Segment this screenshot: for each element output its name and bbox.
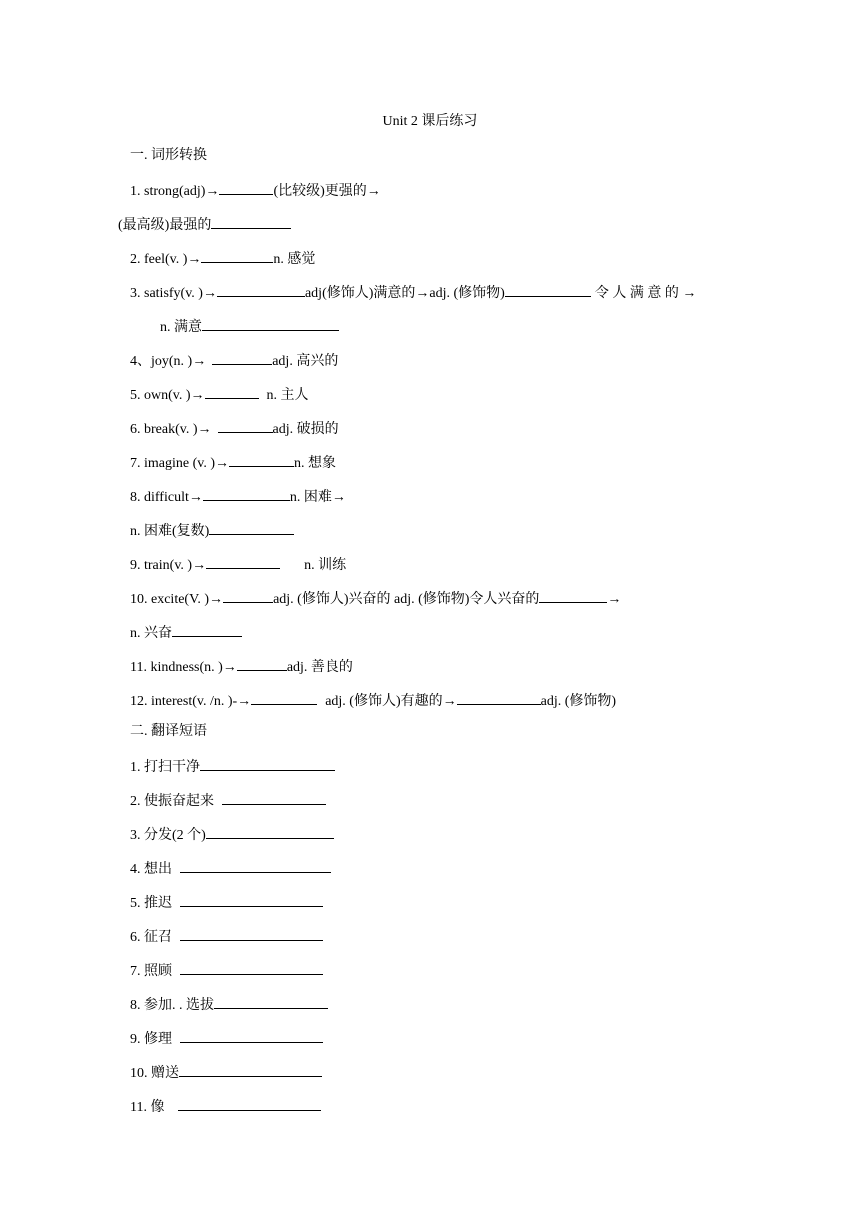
exercise-text: n. 满意 — [160, 320, 202, 335]
answer-blank[interactable] — [237, 656, 287, 671]
exercise-line — [130, 452, 336, 474]
exercise-text: n. 困难(复数) — [130, 524, 210, 539]
section-heading-translate: 二. 翻译短语 — [130, 724, 207, 739]
exercise-line — [130, 282, 696, 304]
exercise-text: 2. feel(v. )→ — [130, 252, 202, 267]
exercise-text: n. 想象 — [294, 456, 337, 471]
answer-blank[interactable] — [219, 180, 273, 195]
answer-blank[interactable] — [539, 588, 607, 603]
phrase-label: 10. 赠送 — [130, 1066, 179, 1081]
answer-blank[interactable] — [179, 1062, 322, 1077]
exercise-text: adj. 善良的 — [286, 660, 353, 675]
phrase-label: 4. 想出 — [130, 862, 172, 877]
phrase-item — [130, 960, 323, 982]
answer-blank[interactable] — [251, 690, 317, 705]
exercise-line — [130, 350, 338, 372]
answer-blank[interactable] — [180, 1028, 323, 1043]
phrase-label: 8. 参加. . 选拔 — [130, 998, 214, 1013]
exercise-text: n. 训练 — [304, 558, 347, 573]
exercise-text: adj. (修饰人)有趣的→ — [325, 694, 457, 709]
answer-blank[interactable] — [229, 452, 294, 467]
section-heading-word-forms: 一. 词形转换 — [130, 148, 207, 163]
phrase-item — [130, 824, 334, 846]
exercise-text: 9. train(v. )→ — [130, 558, 207, 573]
phrase-item — [130, 892, 323, 914]
phrase-label: 3. 分发(2 个) — [130, 828, 206, 843]
exercise-text: 11. kindness(n. )→ — [130, 660, 237, 675]
answer-blank[interactable] — [180, 960, 323, 975]
answer-blank[interactable] — [218, 418, 273, 433]
phrase-item — [130, 858, 331, 880]
phrase-item — [130, 790, 326, 812]
exercise-line — [130, 418, 339, 440]
answer-blank[interactable] — [178, 1096, 321, 1111]
exercise-text: adj. (修饰人)兴奋的 adj. (修饰物)令人兴奋的 — [273, 592, 540, 607]
answer-blank[interactable] — [222, 790, 326, 805]
phrase-item — [130, 994, 328, 1016]
answer-blank[interactable] — [206, 824, 334, 839]
answer-blank[interactable] — [211, 214, 291, 229]
answer-blank[interactable] — [180, 892, 323, 907]
answer-blank[interactable] — [200, 756, 335, 771]
exercise-text: adj. (修饰物) — [540, 694, 617, 709]
phrase-item — [130, 756, 335, 778]
exercise-text: 3. satisfy(v. )→ — [130, 286, 217, 301]
answer-blank[interactable] — [212, 350, 272, 365]
exercise-text: 10. excite(V. )→ — [130, 592, 224, 607]
answer-blank[interactable] — [180, 858, 331, 873]
exercise-line — [130, 588, 621, 610]
answer-blank[interactable] — [505, 282, 591, 297]
exercise-line — [118, 214, 291, 236]
exercise-line — [130, 520, 294, 542]
answer-blank[interactable] — [223, 588, 273, 603]
exercise-text: (最高级)最强的 — [118, 218, 212, 233]
answer-blank[interactable] — [201, 248, 273, 263]
exercise-text: 4、joy(n. )→ — [130, 354, 207, 369]
exercise-text: 5. own(v. )→ — [130, 388, 205, 403]
phrase-label: 6. 征召 — [130, 930, 172, 945]
exercise-text: 8. difficult→ — [130, 490, 203, 505]
phrase-label: 5. 推迟 — [130, 896, 172, 911]
phrase-item — [130, 926, 323, 948]
exercise-text: n. 感觉 — [273, 252, 316, 267]
page-title: Unit 2 课后练习 — [382, 114, 478, 129]
exercise-line — [130, 384, 309, 406]
exercise-text: adj. 高兴的 — [272, 354, 339, 369]
exercise-line — [160, 316, 339, 338]
answer-blank[interactable] — [217, 282, 305, 297]
answer-blank[interactable] — [457, 690, 541, 705]
answer-blank[interactable] — [206, 554, 280, 569]
exercise-line — [130, 656, 353, 678]
exercise-text: 1. strong(adj)→ — [130, 184, 220, 199]
phrase-item — [130, 1062, 322, 1084]
answer-blank[interactable] — [202, 316, 339, 331]
exercise-text: adj(修饰人)满意的→adj. (修饰物) — [304, 286, 505, 301]
exercise-text: n. 困难→ — [289, 490, 346, 505]
exercise-text: n. 主人 — [266, 388, 309, 403]
phrase-item — [130, 1028, 323, 1050]
exercise-line — [130, 622, 242, 644]
exercise-line — [130, 554, 346, 576]
exercise-text: (比较级)更强的→ — [273, 184, 381, 199]
phrase-label: 7. 照顾 — [130, 964, 172, 979]
phrase-label: 11. 像 — [130, 1100, 165, 1115]
exercise-line — [130, 690, 616, 712]
exercise-text: → — [607, 592, 622, 607]
exercise-text: 6. break(v. )→ — [130, 422, 212, 437]
answer-blank[interactable] — [214, 994, 328, 1009]
exercise-text: 令 人 满 意 的 → — [594, 286, 697, 301]
answer-blank[interactable] — [209, 520, 294, 535]
answer-blank[interactable] — [203, 486, 290, 501]
phrase-label: 2. 使振奋起来 — [130, 794, 214, 809]
exercise-text: n. 兴奋 — [130, 626, 172, 641]
exercise-line — [130, 180, 381, 202]
exercise-text: 7. imagine (v. )→ — [130, 456, 230, 471]
answer-blank[interactable] — [205, 384, 259, 399]
exercise-line — [130, 248, 315, 270]
phrase-label: 1. 打扫干净 — [130, 760, 200, 775]
phrase-label: 9. 修理 — [130, 1032, 172, 1047]
phrase-item — [130, 1096, 321, 1118]
exercise-text: adj. 破损的 — [272, 422, 339, 437]
answer-blank[interactable] — [180, 926, 323, 941]
exercise-text: 12. interest(v. /n. )-→ — [130, 694, 252, 709]
answer-blank[interactable] — [172, 622, 242, 637]
exercise-line — [130, 486, 346, 508]
